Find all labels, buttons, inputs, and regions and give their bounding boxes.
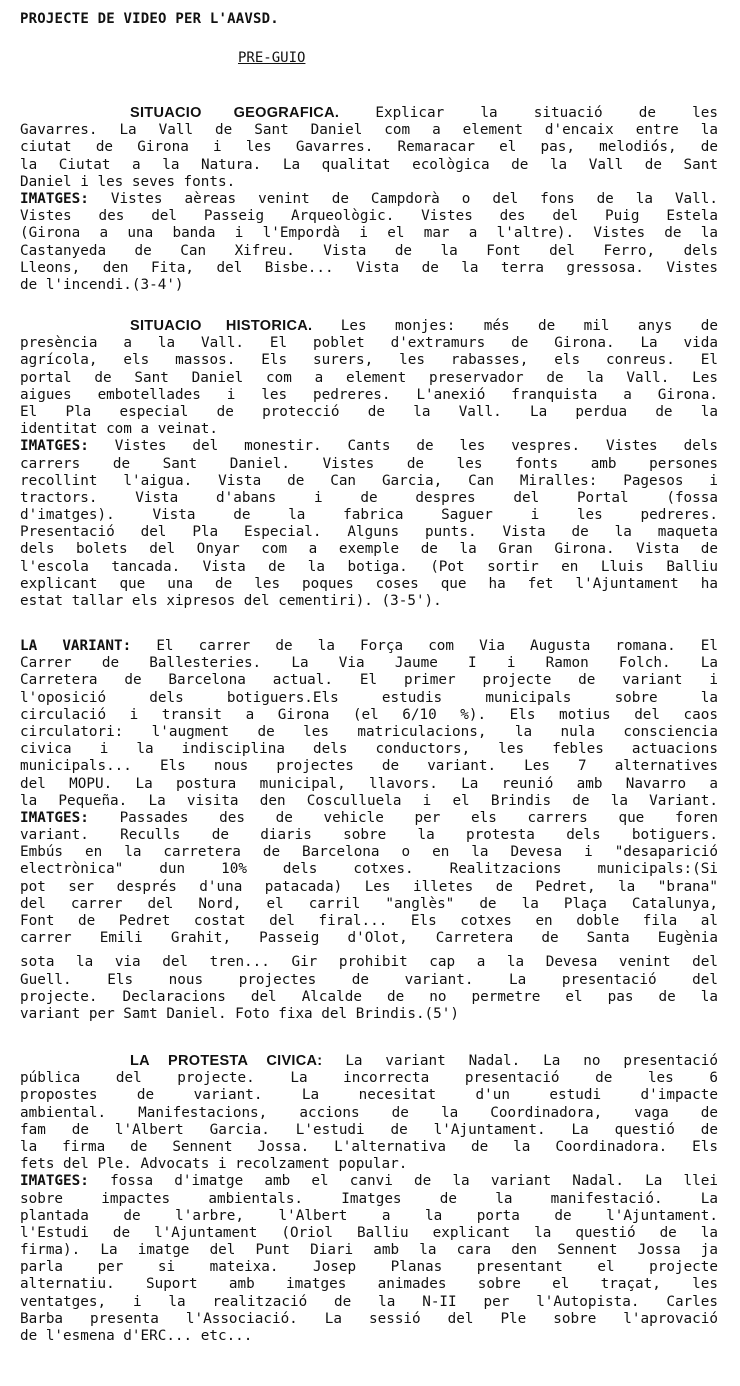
text-line: l'Estudi de l'Ajuntament (Oriol Balliu explicant la questió de la xyxy=(20,1224,718,1241)
text-line: explicant que una de les poques coses que ha fet l'Ajuntament ha xyxy=(20,575,718,592)
text-line: del carrer del Nord, el carril "anglès" de la Plaça Catalunya, xyxy=(20,895,718,912)
images-label: IMATGES: xyxy=(20,809,89,826)
text-line: variant. Reculls de diaris sobre la protesta dels botiguers. xyxy=(20,827,718,844)
text-line: presència a la Vall. El poblet d'extramurs de Girona. La vida xyxy=(20,335,718,352)
section-first-line: LA VARIANT: El carrer de la Força com Via Augusta romana. El xyxy=(20,638,718,654)
images-label: IMATGES: xyxy=(20,1173,89,1190)
text-line: Barba presenta l'Associació. La sessió del Ple sobre l'aprovació xyxy=(20,1310,718,1327)
images-first-line: IMATGES: Vistes del monestir. Cants de les vespres. Vistes dels xyxy=(20,438,718,455)
text-line: (Girona a una banda i l'Empordà i el mar a l'altre). Vistes de la xyxy=(20,225,718,242)
text-line: la firma de Sennent Jossa. L'alternativa de la Coordinadora. Els xyxy=(20,1138,718,1155)
section-heading: LA VARIANT: xyxy=(20,638,132,654)
document-subtitle: PRE-GUIO xyxy=(238,50,306,66)
text-line: Presentació del Pla Especial. Alguns punts. Vista de la maqueta xyxy=(20,524,718,541)
text-line: electrònica" dun 10% dels cotxes. Realitzacions municipals:(Si xyxy=(20,861,718,878)
document-title: PROJECTE DE VIDEO PER L'AAVSD. xyxy=(20,11,279,27)
text-line: Castanyeda de Can Xifreu. Vista de la Font del Ferro, dels xyxy=(20,242,718,259)
text-line: alternatiu. Suport amb imatges animades sobre el traçat, les xyxy=(20,1276,718,1293)
text-line: estat tallar els xipresos del cementiri). (3-5'). xyxy=(20,593,442,609)
section-heading: LA PROTESTA CIVICA: xyxy=(130,1053,323,1069)
text-line: portal de Sant Daniel com a element preservador de la Vall. Les xyxy=(20,369,718,386)
text-line: agrícola, els massos. Els surers, les rabasses, els conreus. El xyxy=(20,352,718,369)
text-line: Carrer de Ballesteries. La Via Jaume I i Ramon Folch. La xyxy=(20,655,718,672)
text-line: sota la via del tren... Gir prohibit cap a la Devesa venint del xyxy=(20,954,718,971)
text-line: parla per si mateixa. Josep Planas presentant el projecte xyxy=(20,1259,718,1276)
images-label: IMATGES: xyxy=(20,438,89,455)
text-line: ambiental. Manifestacions, accions de la Coordinadora, vaga de xyxy=(20,1104,718,1121)
text-line: variant per Samt Daniel. Foto fixa del Brindis.(5') xyxy=(20,1005,459,1022)
text-line: Vistes des del Passeig Arqueològic. Vistes des del Puig Estela xyxy=(20,208,718,225)
images-first-line: IMATGES: Vistes aèreas venint de Campdorà o del fons de la Vall. xyxy=(20,190,718,207)
text-line: fets del Ple. Advocats i recolzament popular. xyxy=(20,1156,408,1173)
text-line: de l'incendi.(3-4') xyxy=(20,276,184,293)
text-line: plantada de l'arbre, l'Albert a la porta de l'Ajuntament. xyxy=(20,1207,718,1224)
section-first-line: SITUACIO HISTORICA. Les monjes: més de mil anys de xyxy=(130,318,718,334)
text-line: circulació i transit a Girona (el 6/10 %). Els motius del caos xyxy=(20,706,718,723)
text-line: pública del projecte. La incorrecta presentació de les 6 xyxy=(20,1070,718,1087)
images-first-line: IMATGES: fossa d'imatge amb el canvi de la variant Nadal. La llei xyxy=(20,1173,718,1190)
section-first-line: LA PROTESTA CIVICA: La variant Nadal. La no presentació xyxy=(130,1053,718,1069)
text-line: pot ser després d'una patacada) Les illetes de Pedret, la "brana" xyxy=(20,878,718,895)
text-line: ciutat de Girona i les Gavarres. Remaracar el pas, melodiós, de xyxy=(20,139,718,156)
section-heading: SITUACIO HISTORICA. xyxy=(130,318,313,334)
text-line: l'escola tancada. Vista de la botiga. (Pot sortir en Lluis Balliu xyxy=(20,558,718,575)
text-line: projecte. Declaracions del Alcalde de no permetre el pas de la xyxy=(20,988,718,1005)
text-line: carrers de Sant Daniel. Vistes de les fonts amb persones xyxy=(20,455,718,472)
text-line: El Pla especial de protecció de la Vall. La perdua de la xyxy=(20,403,718,420)
text-line: Lleons, den Fita, del Bisbe... Vista de la terra gressosa. Vistes xyxy=(20,259,718,276)
text-line: fam de l'Albert Garcia. L'estudi de l'Ajuntament. La questió de xyxy=(20,1121,718,1138)
text-line: carrer Emili Grahit, Passeig d'Olot, Carretera de Santa Eugènia xyxy=(20,930,718,947)
text-line: aigues embotellades i les pedreres. L'anexió franquista a Girona. xyxy=(20,386,718,403)
text-line: Daniel i les seves fonts. xyxy=(20,173,236,190)
section-la-variant xyxy=(20,638,718,1023)
text-line: recollint l'aigua. Vista de Can Garcia, Can Miralles: Pagesos i xyxy=(20,472,718,489)
text-line: identitat com a veinat. xyxy=(20,421,218,438)
text-line: propostes de variant. La necesitat d'un estudi d'impacte xyxy=(20,1087,718,1104)
text-line: dels bolets del Onyar com a exemple de la Gran Girona. Vista de xyxy=(20,541,718,558)
section-first-line: SITUACIO GEOGRAFICA. Explicar la situació de les xyxy=(130,105,718,121)
text-line: de l'esmena d'ERC... etc... xyxy=(20,1328,253,1344)
text-line: firma). La imatge del Punt Diari amb la cara den Sennent Jossa ja xyxy=(20,1242,718,1259)
text-line: la Ciutat a la Natura. La qualitat ecològica de la Vall de Sant xyxy=(20,156,718,173)
section-heading: SITUACIO GEOGRAFICA. xyxy=(130,105,340,121)
text-line: circulatori: l'augment de les matriculacions, la nula consciencia xyxy=(20,723,718,740)
text-line: Embús en la carretera de Barcelona o en la Devesa i "desaparició xyxy=(20,844,718,861)
text-line: Gavarres. La Vall de Sant Daniel com a element d'encaix entre la xyxy=(20,122,718,139)
text-line: ventatges, i la realització de la N-II per l'Autopista. Carles xyxy=(20,1293,718,1310)
section-la-protesta-civica xyxy=(20,1053,718,1345)
text-line: la Pequeña. La visita den Cosculluela i el Brindis de la Variant. xyxy=(20,792,718,809)
section-situacio-geografica xyxy=(20,105,718,294)
text-line: Font de Pedret costat del firal... Els cotxes en doble fila al xyxy=(20,913,718,929)
text-line: Guell. Els nous projectes de variant. La presentació del xyxy=(20,971,718,988)
text-line: tractors. Vista d'abans i de despres del Portal (fossa xyxy=(20,489,718,506)
section-situacio-historica xyxy=(20,318,718,610)
text-line: Carretera de Barcelona actual. El primer projecte de variant i xyxy=(20,672,718,689)
text-line: sobre impactes ambientals. Imatges de la manifestació. La xyxy=(20,1190,718,1207)
text-line: civica i la indisciplina dels conductors, les febles actuacions xyxy=(20,741,718,758)
text-line: d'imatges). Vista de la fabrica Saguer i les pedreres. xyxy=(20,507,718,524)
text-line: del MOPU. La postura municipal, llavors. La reunió amb Navarro a xyxy=(20,775,718,792)
text-line: municipals... Els nous projectes de variant. Les 7 alternatives xyxy=(20,758,718,775)
text-line: l'oposició dels botiguers.Els estudis municipals sobre la xyxy=(20,689,718,706)
images-label: IMATGES: xyxy=(20,190,89,207)
images-first-line: IMATGES: Passades des de vehicle per els carrers que foren xyxy=(20,809,718,826)
